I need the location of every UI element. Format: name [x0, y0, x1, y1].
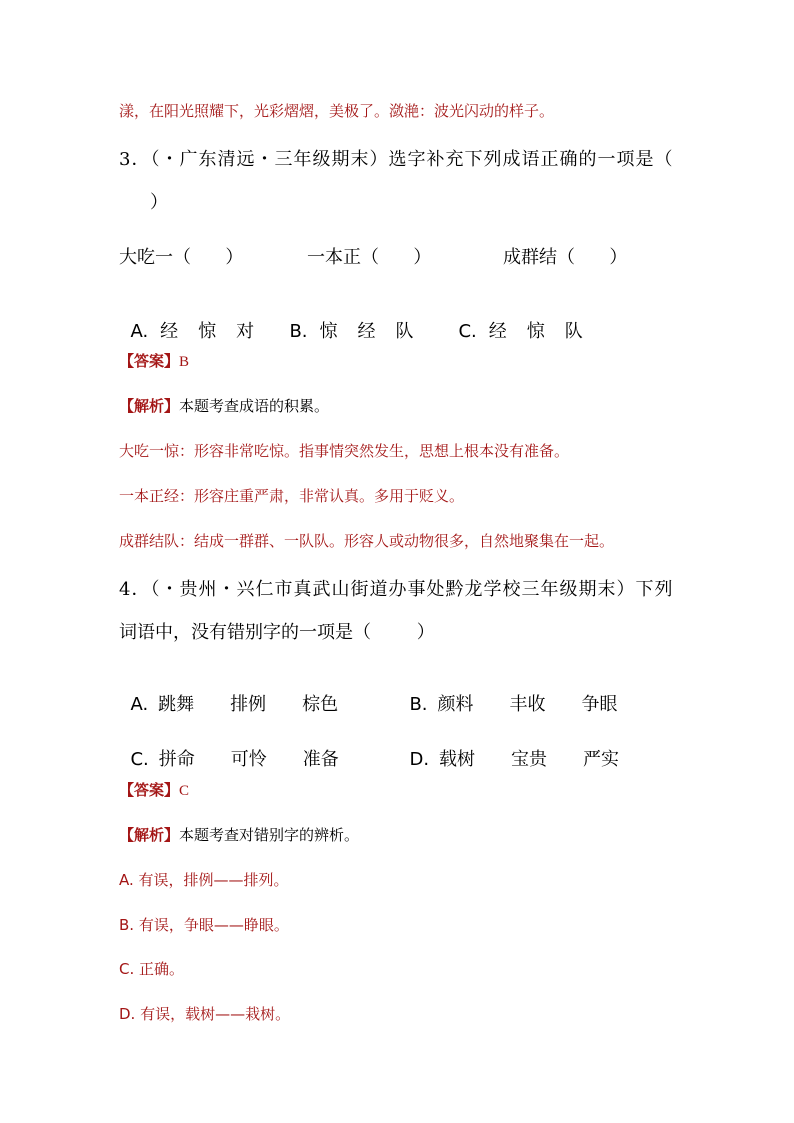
- q4-option-b: [398, 678, 618, 714]
- option-label: D.: [409, 749, 430, 770]
- q4-note-2: B. 有误，争眼——睁眼。: [119, 916, 289, 934]
- q4-option-a: [119, 678, 338, 714]
- analysis-text: 本题考查对错别字的辨析。: [179, 826, 360, 844]
- q4-stem-line1: 4．（・贵州・兴仁市真武山街道办事处黔龙学校三年级期末）下列: [119, 579, 674, 600]
- option-word: 宝贵: [511, 749, 548, 770]
- option-label: B.: [409, 694, 428, 715]
- analysis-tag: 【解析】: [119, 397, 180, 415]
- option-label: B.: [289, 321, 308, 342]
- q3-option-c: [447, 305, 583, 341]
- q3-option-b: [278, 305, 414, 341]
- option-char: 队: [395, 321, 414, 342]
- option-word: 载树: [439, 749, 476, 770]
- option-char: 经: [160, 321, 179, 342]
- answer-tag: 【答案】: [119, 352, 180, 370]
- q3-stem-line1: 3．（・广东清远・三年级期末）选字补充下列成语正确的一项是（: [119, 149, 674, 170]
- q4-option-d: [398, 733, 619, 769]
- option-word: 丰收: [509, 694, 546, 715]
- analysis-tag: 【解析】: [119, 826, 180, 844]
- intro-line: 漾，在阳光照耀下，光彩熠熠，美极了。潋滟：波光闪动的样子。: [119, 102, 555, 120]
- option-char: 对: [236, 321, 255, 342]
- option-char: 惊: [526, 321, 545, 342]
- q3-note-1: 大吃一惊：形容非常吃惊。指事情突然发生，思想上根本没有准备。: [119, 442, 570, 460]
- q4-analysis: [119, 828, 359, 843]
- answer-value: B: [179, 354, 190, 370]
- option-char: 惊: [319, 321, 338, 342]
- option-word: 可怜: [230, 749, 267, 770]
- option-label: C.: [458, 321, 477, 342]
- q3-idiom-3: 成群结（ ）: [503, 247, 628, 268]
- option-char: 经: [488, 321, 507, 342]
- option-word: 跳舞: [158, 694, 195, 715]
- option-word: 准备: [302, 749, 339, 770]
- q4-answer: [119, 783, 189, 799]
- option-label: C.: [130, 749, 149, 770]
- q3-note-2: 一本正经：形容庄重严肃，非常认真。多用于贬义。: [119, 487, 465, 505]
- analysis-text: 本题考查成语的积累。: [179, 397, 330, 415]
- option-char: 惊: [198, 321, 217, 342]
- q4-stem-line2: 词语中，没有错别字的一项是（ ）: [119, 622, 435, 643]
- q4-note-4: D. 有误，载树——栽树。: [119, 1005, 291, 1023]
- q3-idiom-1: 大吃一（ ）: [119, 247, 244, 268]
- option-label: A.: [130, 321, 149, 342]
- option-label: A.: [130, 694, 149, 715]
- q4-note-3: C. 正确。: [119, 960, 185, 978]
- option-char: 经: [357, 321, 376, 342]
- q3-stem-line2: ）: [150, 192, 169, 213]
- q4-option-c: [119, 733, 339, 769]
- option-word: 棕色: [302, 694, 339, 715]
- q3-idiom-2: 一本正（ ）: [307, 247, 432, 268]
- answer-tag: 【答案】: [119, 781, 180, 799]
- option-word: 拼命: [158, 749, 195, 770]
- q3-answer: [119, 354, 189, 370]
- q3-note-3: 成群结队：结成一群群、一队队。形容人或动物很多，自然地聚集在一起。: [119, 532, 615, 550]
- option-word: 颜料: [437, 694, 474, 715]
- q4-note-1: A. 有误，排例——排列。: [119, 871, 289, 889]
- q3-option-a: [119, 305, 254, 341]
- answer-value: C: [179, 783, 190, 799]
- option-char: 队: [564, 321, 583, 342]
- q3-analysis: [119, 399, 329, 414]
- option-word: 争眼: [581, 694, 618, 715]
- option-word: 严实: [583, 749, 620, 770]
- option-word: 排例: [230, 694, 267, 715]
